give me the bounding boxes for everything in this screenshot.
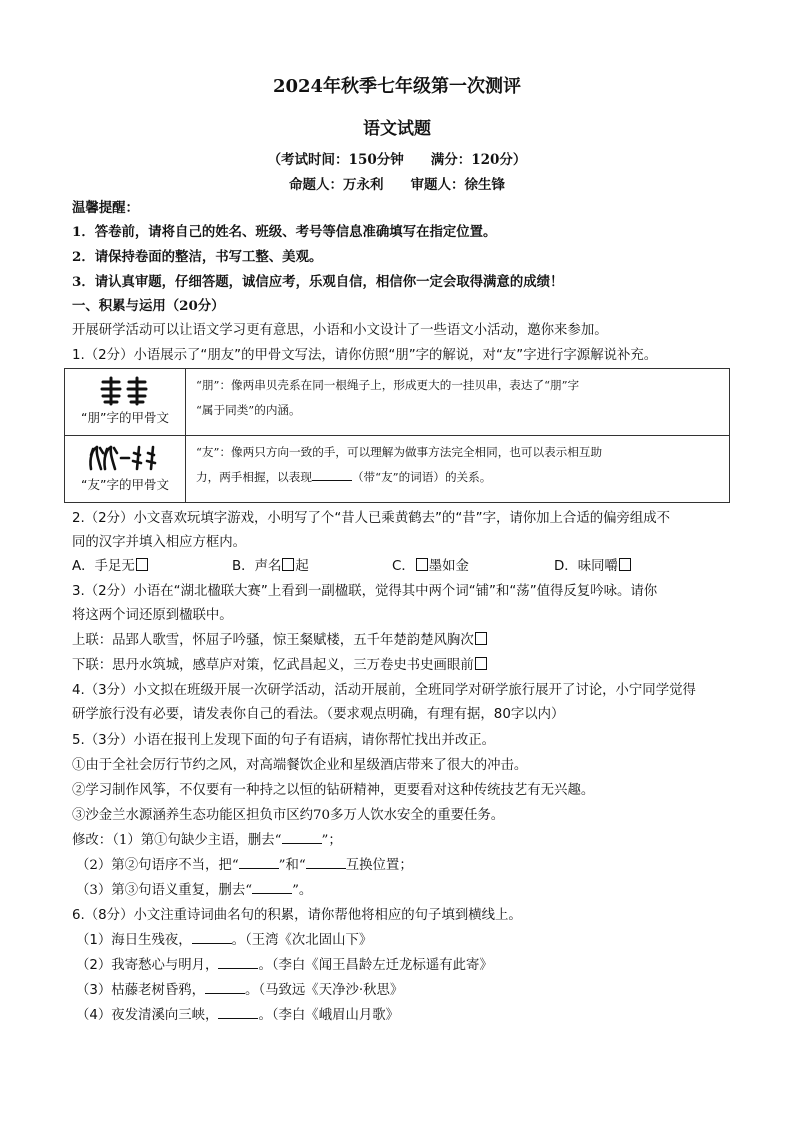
you-desc-line-2a: 力，两手相握，以表现: [196, 470, 312, 484]
exam-subtitle: 语文试题: [363, 119, 431, 139]
answer-blank[interactable]: [239, 856, 279, 869]
poem-line-4: [76, 1006, 736, 1026]
question-6-stem: 6.（8分）小文注重诗词曲名句的积累，请你帮他将相应的句子填到横线上。: [72, 908, 522, 923]
question-3-stem-1: 3.（2分）小语在“湖北楹联大赛”上看到一副楹联，觉得其中两个词“铺”和“荡”值得反复吟咏。请你: [72, 584, 658, 599]
fix-1-text: 修改：（1）第①句缺少主语，删去“: [72, 833, 282, 848]
fix-2-end: 互换位置；: [345, 858, 413, 873]
answer-blank[interactable]: [252, 881, 292, 894]
fix-3-end: ”。: [292, 883, 313, 898]
question-2-stem-2: 同的汉字并填入相应方框内。: [72, 535, 247, 550]
peng-desc-line-2: “属于同类”的内涵。: [196, 403, 301, 417]
option-d-text: D．味同嚼: [554, 559, 618, 574]
answer-box[interactable]: [282, 558, 294, 571]
option-c: [392, 557, 469, 577]
answer-box[interactable]: [136, 558, 148, 571]
option-b: [232, 557, 309, 577]
fix-3-text: （3）第③句语义重复，删去“: [76, 883, 253, 898]
answer-box[interactable]: [619, 558, 631, 571]
answer-blank[interactable]: [218, 1006, 258, 1019]
tip-item-2: 2．请保持卷面的整洁，书写工整、美观。: [72, 249, 323, 265]
exam-authors: 命题人：万永利 审题人：徐生锋: [289, 177, 505, 193]
question-3-stem-2: 将这两个词还原到楹联中。: [72, 608, 233, 623]
couplet-upper: [72, 631, 732, 651]
you-caption: “友”字的甲骨文: [81, 477, 169, 492]
fix-2: [76, 856, 736, 876]
section-intro: 开展研学活动可以让语文学习更有意思，小语和小文设计了一些语文小活动，邀你来参加。: [72, 323, 608, 338]
table-row: [65, 436, 730, 503]
answer-blank[interactable]: [192, 931, 232, 944]
option-b-text: B．声名: [232, 559, 282, 574]
question-2-stem-1: 2.（2分）小文喜欢玩填字游戏，小明写了个“昔人已乘黄鹤去”的“昔”字，请你加上合适的偏旁组成不: [72, 511, 671, 526]
fix-1: [72, 831, 732, 851]
exam-title: 2024年秋季七年级第一次测评: [272, 76, 522, 97]
sentence-3: ③沙金兰水源涵养生态功能区担负市区约70多万人饮水安全的重要任务。: [72, 808, 505, 823]
couplet-lower-text: 下联：思丹水筑城，感草庐对策，忆武昌起义，三万卷史书史画眼前: [72, 658, 474, 673]
poem-1-text: （1）海日生残夜，: [76, 933, 192, 948]
answer-blank[interactable]: [205, 981, 245, 994]
fix-2-text: （2）第②句语序不当，把“: [76, 858, 239, 873]
you-desc-line-2: [196, 465, 721, 490]
option-a: [72, 557, 149, 577]
poem-4-text: （4）夜发清溪向三峡，: [76, 1008, 219, 1023]
option-b-text-2: 起: [295, 559, 309, 574]
poem-2-source: 。（李白《闻王昌龄左迁龙标遥有此寄》: [258, 958, 493, 973]
tips-heading: 温馨提醒：: [72, 200, 139, 216]
exam-info: （考试时间：150分钟 满分：120分）: [267, 152, 527, 168]
poem-3-text: （3）枯藤老树昏鸦，: [76, 983, 206, 998]
you-desc-line-1: “友”：像两只方向一致的手，可以理解为做事方法完全相同，也可以表示相互助: [196, 445, 603, 459]
oracle-bone-table: [64, 368, 730, 503]
peng-description: [186, 369, 730, 436]
peng-glyph-cell: [65, 369, 186, 436]
answer-box[interactable]: [475, 657, 487, 670]
you-desc-line-2b: （带“友”的词语）的关系。: [351, 470, 492, 484]
fix-1-end: ”；: [321, 833, 342, 848]
you-description: [186, 436, 730, 503]
sentence-2: ②学习制作风筝，不仅要有一种持之以恒的钻研精神，更要看对这种传统技艺有无兴趣。: [72, 783, 595, 798]
question-4-stem-1: 4.（3分）小文拟在班级开展一次研学活动，活动开展前，全班同学对研学旅行展开了讨论，小宁同学觉得: [72, 683, 696, 698]
poem-4-source: 。（李白《峨眉山月歌》: [258, 1008, 400, 1023]
answer-box[interactable]: [475, 632, 487, 645]
option-c-text-2: 墨如金: [428, 559, 469, 574]
fix-2-mid: ”和“: [278, 858, 306, 873]
poem-line-1: [76, 931, 736, 951]
poem-line-3: [76, 981, 736, 1001]
answer-blank[interactable]: [306, 856, 346, 869]
sentence-1: ①由于全社会厉行节约之风，对高端餐饮企业和星级酒店带来了很大的冲击。: [72, 758, 528, 773]
section-heading: 一、积累与运用（20分）: [72, 298, 225, 314]
fix-3: [76, 881, 736, 901]
tip-item-1: 1．答卷前，请将自己的姓名、班级、考号等信息准确填写在指定位置。: [72, 224, 497, 240]
poem-1-source: 。（王湾《次北固山下》: [231, 933, 373, 948]
couplet-lower: [72, 656, 732, 676]
answer-blank[interactable]: [312, 468, 352, 481]
you-glyph-cell: [65, 436, 186, 503]
option-d: [554, 557, 632, 577]
table-row: [65, 369, 730, 436]
poem-3-source: 。（马致远《天净沙·秋思》: [245, 983, 404, 998]
question-1-stem: 1.（2分）小语展示了“朋友”的甲骨文写法，请你仿照“朋”字的解说，对“友”字进行字源解说补充。: [72, 348, 658, 363]
peng-desc-line-1: “朋”：像两串贝壳系在同一根绳子上，形成更大的一挂贝串，表达了“朋”字: [196, 378, 580, 392]
answer-blank[interactable]: [282, 831, 322, 844]
answer-blank[interactable]: [218, 956, 258, 969]
peng-oracle-glyph-icon: [97, 376, 153, 406]
option-a-text: A．手足无: [72, 559, 135, 574]
couplet-upper-text: 上联：品郢人歌雪，怀屈子吟骚，惊王粲赋楼，五千年楚韵楚风胸次: [72, 633, 474, 648]
answer-box[interactable]: [416, 558, 428, 571]
question-4-stem-2: 研学旅行没有必要，请发表你自己的看法。（要求观点明确，有理有据，80字以内）: [72, 707, 565, 722]
tip-item-3: 3．请认真审题，仔细答题，诚信应考，乐观自信，相信你一定会取得满意的成绩！: [72, 274, 564, 290]
poem-line-2: [76, 956, 736, 976]
question-5-stem: 5.（3分）小语在报刊上发现下面的句子有语病，请你帮忙找出并改正。: [72, 733, 496, 748]
poem-2-text: （2）我寄愁心与明月，: [76, 958, 219, 973]
peng-caption: “朋”字的甲骨文: [81, 410, 169, 425]
you-oracle-glyph-icon: [85, 443, 165, 473]
option-c-text: C．: [392, 559, 415, 574]
